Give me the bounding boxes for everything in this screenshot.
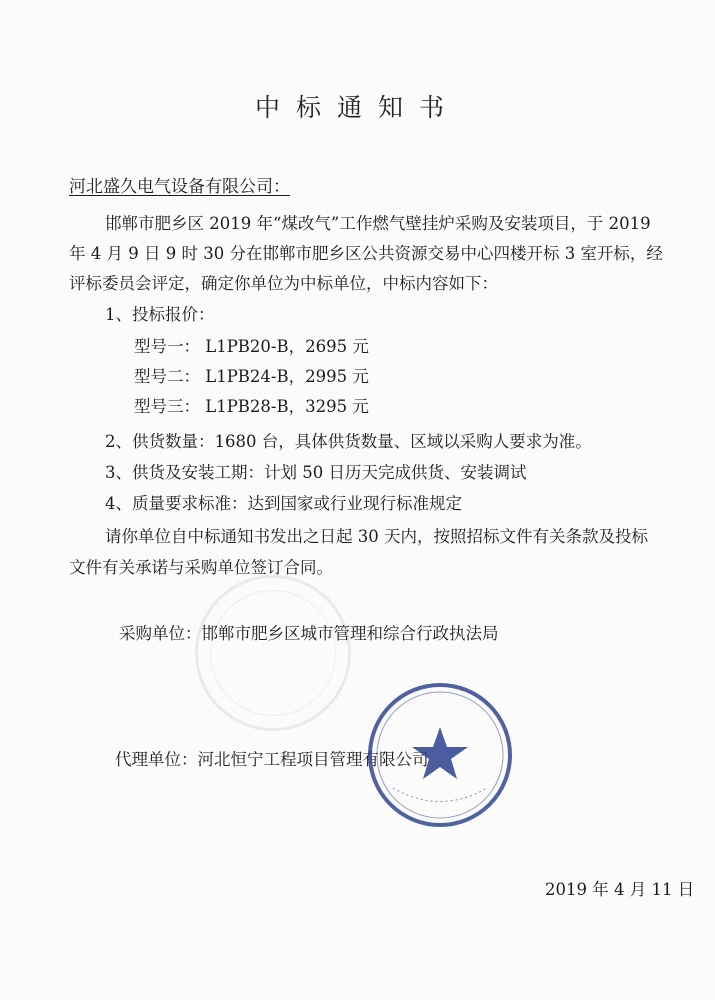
closing-line: 请你单位自中标通知书发出之日起 30 天内，按照招标文件有关条款及投标 bbox=[105, 527, 648, 546]
item-1-heading: 1、投标报价： bbox=[105, 305, 215, 324]
paragraph-line: 邯郸市肥乡区 2019 年“煤改气”工作燃气壁挂炉采购及安装项目，于 2019 bbox=[105, 214, 651, 233]
agent-line: 代理单位：河北恒宁工程项目管理有限公司 bbox=[115, 750, 429, 769]
model-row bbox=[134, 367, 369, 387]
model-name: 型号一： bbox=[134, 337, 200, 356]
addressee: 河北盛久电气设备有限公司： bbox=[69, 177, 290, 197]
closing-line: 文件有关承诺与采购单位签订合同。 bbox=[69, 558, 333, 577]
model-value: L1PB28-B，3295 元 bbox=[205, 397, 369, 416]
item-3: 3、供货及安装工期：计划 50 日历天完成供货、安装调试 bbox=[105, 463, 527, 482]
model-row bbox=[134, 397, 369, 417]
faint-stamp-mark bbox=[195, 575, 351, 731]
issue-date: 2019 年 4 月 11 日 bbox=[545, 880, 695, 899]
purchaser-line: 采购单位：邯郸市肥乡区城市管理和综合行政执法局 bbox=[119, 624, 499, 643]
model-name: 型号二： bbox=[134, 367, 200, 386]
item-2: 2、供货数量：1680 台，具体供货数量、区域以采购人要求为准。 bbox=[105, 432, 592, 451]
model-value: L1PB24-B，2995 元 bbox=[205, 367, 369, 386]
model-row bbox=[134, 337, 369, 357]
paragraph-line: 年 4 月 9 日 9 时 30 分在邯郸市肥乡区公共资源交易中心四楼开标 3 室开标，经 bbox=[69, 244, 663, 263]
seal-icon bbox=[365, 680, 515, 830]
model-value: L1PB20-B，2695 元 bbox=[205, 337, 369, 356]
model-name: 型号三： bbox=[134, 397, 200, 416]
company-seal bbox=[365, 680, 515, 830]
paragraph-line: 评标委员会评定，确定你单位为中标单位，中标内容如下： bbox=[69, 274, 498, 293]
item-4: 4、质量要求标准：达到国家或行业现行标准规定 bbox=[105, 494, 462, 513]
document-title: 中标通知书 bbox=[254, 93, 460, 122]
